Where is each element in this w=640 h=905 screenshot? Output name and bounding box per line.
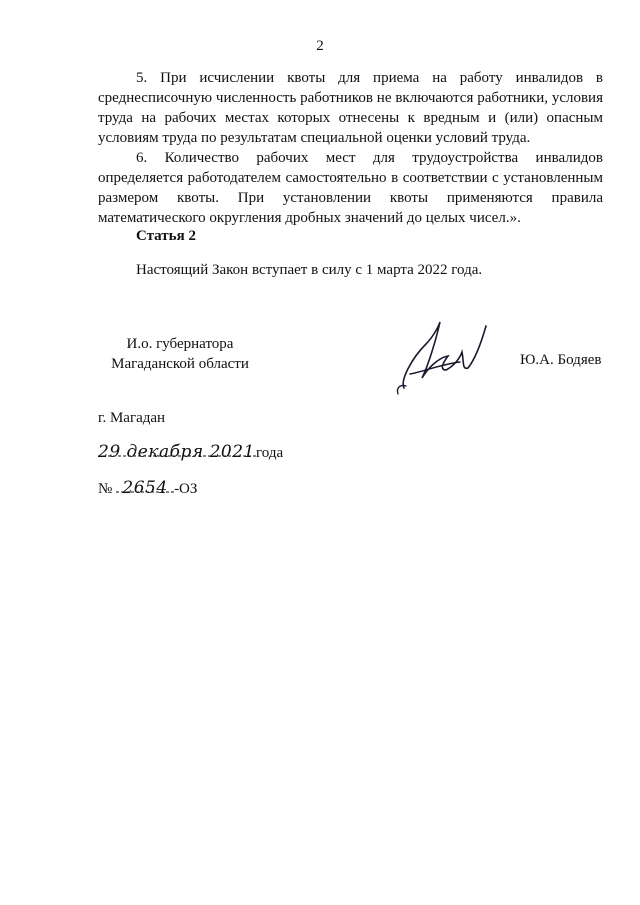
handwritten-date	[98, 442, 256, 462]
signing-date	[98, 442, 283, 466]
signer-title-line1: И.о. губернатора	[126, 336, 234, 352]
handwritten-number	[116, 478, 174, 498]
date-suffix: года	[256, 445, 284, 461]
date-underline	[98, 452, 256, 460]
law-number	[98, 478, 197, 502]
effective-date-text: Настоящий Закон вступает в силу с 1 марта 2022 года.	[136, 262, 483, 278]
place-of-signing: г. Магадан	[98, 410, 166, 426]
signature-drawing	[392, 318, 492, 398]
law-body	[98, 68, 603, 228]
handwritten-signature	[392, 318, 492, 398]
article-heading: Статья 2	[136, 228, 196, 244]
paragraph-5: 5. При исчислении квоты для приема на работу инвалидов в среднесписочную численность работников не включаются работники, условия труда на рабочих местах которых отнесены к вредным и (или) опасным условиям труда по результатам специальной оценки условий труда.	[98, 70, 603, 146]
page-number: 2	[316, 38, 324, 54]
signer-title	[100, 334, 260, 374]
signer-title-line2: Магаданской области	[111, 356, 249, 372]
handwritten-date-text: 29 декабря 2021	[98, 442, 255, 462]
signer-name: Ю.А. Бодяев	[520, 352, 602, 368]
number-suffix: -ОЗ	[174, 481, 198, 497]
number-underline	[116, 488, 174, 496]
number-prefix: №	[98, 481, 113, 497]
paragraph-6: 6. Количество рабочих мест для трудоустройства инвалидов определяется работодателем самостоятельно в соответствии с установленным размером квоты. При установлении квоты применяются правила математического округления дробных значений до целых чисел.».	[98, 150, 603, 226]
handwritten-number-text: 2654	[122, 478, 168, 498]
